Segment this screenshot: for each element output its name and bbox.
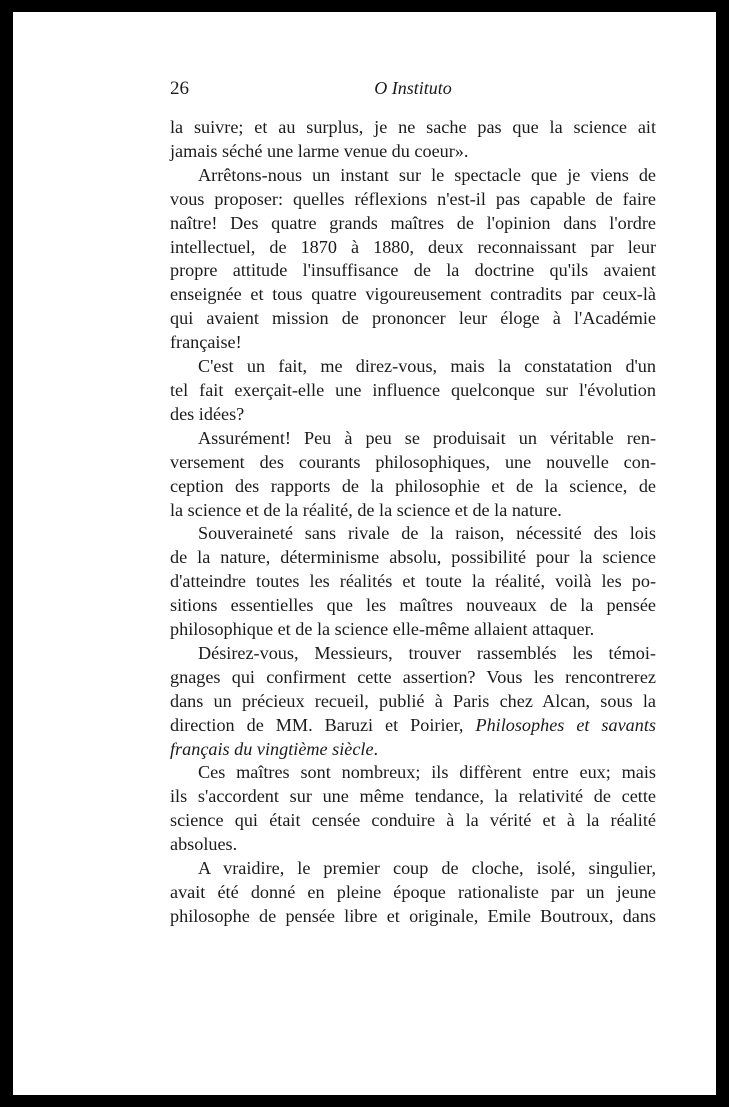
- text-line: sitions essentielles que les maîtres nouveaux de la pensée: [170, 595, 656, 616]
- text-line: gnages qui confirment cette assertion? Vous les rencontrerez: [170, 666, 656, 687]
- text-line: propre attitude l'insuffisance de la doctrine qu'ils avaient: [170, 260, 656, 281]
- text-line: science qui était censée conduire à la vérité et à la réalité: [170, 810, 656, 831]
- text-line: enseignée et tous quatre vigoureusement contradits par ceux-là: [170, 284, 656, 305]
- text-line: Ces maîtres sont nombreux; ils diffèrent entre eux; mais: [198, 762, 656, 783]
- paragraph-3: [170, 355, 656, 427]
- running-title: O Instituto: [374, 78, 452, 98]
- text-line: ception des rapports de la philosophie et de la science, de: [170, 475, 656, 496]
- text-line: la science et de la réalité, de la science et de la nature.: [170, 499, 562, 520]
- paragraph-4: [170, 427, 656, 523]
- text-line: française!: [170, 332, 242, 353]
- text-segment: direction de MM. Baruzi et Poirier,: [170, 714, 476, 735]
- text-line: ils s'accordent sur une même tendance, la relativité de cette: [170, 786, 656, 807]
- text-line: naître! Des quatre grands maîtres de l'opinion dans l'ordre: [170, 212, 656, 233]
- book-title-italic: Philosophes et savants: [475, 714, 656, 735]
- text-line: dans un précieux recueil, publié à Paris chez Alcan, sous la: [170, 690, 656, 711]
- book-title-italic: français du vingtième siècle: [170, 738, 374, 759]
- text-line: Assurément! Peu à peu se produisait un véritable ren-: [198, 427, 656, 448]
- text-line: tel fait exerçait-elle une influence quelconque sur l'évolution: [170, 379, 656, 400]
- text-line: vous proposer: quelles réflexions n'est-il pas capable de faire: [170, 188, 656, 209]
- text-line: d'atteindre toutes les réalités et toute la réalité, voilà les po-: [170, 571, 656, 592]
- text-line: jamais séché une larme venue du coeur».: [170, 140, 469, 161]
- paragraph-2: [170, 164, 656, 355]
- text-line: intellectuel, de 1870 à 1880, deux reconnaissant par leur: [170, 236, 656, 257]
- text-line: A vraidire, le premier coup de cloche, isolé, singulier,: [198, 858, 656, 879]
- paragraph-6: [170, 642, 656, 762]
- text-line: Arrêtons-nous un instant sur le spectacle que je viens de: [198, 164, 656, 185]
- text-segment: .: [373, 738, 379, 759]
- paragraph-1: [170, 116, 656, 164]
- text-line: [170, 714, 656, 738]
- paragraph-7: [170, 761, 656, 857]
- text-line: philosophique et de la science elle-même allaient attaquer.: [170, 619, 595, 640]
- body-text: [170, 116, 656, 929]
- text-line: qui avaient mission de prononcer leur éloge à l'Académie: [170, 308, 656, 329]
- text-line: absolues.: [170, 834, 238, 855]
- text-line: de la nature, déterminisme absolu, possibilité pour la science: [170, 547, 656, 568]
- paragraph-8: [170, 857, 656, 929]
- page-header: [170, 78, 656, 106]
- text-line: C'est un fait, me direz-vous, mais la constatation d'un: [198, 356, 656, 377]
- text-line: [170, 738, 656, 762]
- text-line: des idées?: [170, 403, 245, 424]
- book-page: [13, 12, 716, 1095]
- text-line: Souveraineté sans rivale de la raison, nécessité des lois: [198, 523, 656, 544]
- text-line: la suivre; et au surplus, je ne sache pas que la science ait: [170, 117, 656, 137]
- text-line: versement des courants philosophiques, une nouvelle con-: [170, 451, 656, 472]
- text-line: avait été donné en pleine époque rationaliste par un jeune: [170, 882, 656, 902]
- text-line: Désirez-vous, Messieurs, trouver rassemblés les témoi-: [198, 642, 656, 663]
- paragraph-5: [170, 522, 656, 642]
- page-number: 26: [170, 78, 189, 99]
- text-line: philosophe de pensée libre et originale, Emile Boutroux, dans: [170, 905, 656, 926]
